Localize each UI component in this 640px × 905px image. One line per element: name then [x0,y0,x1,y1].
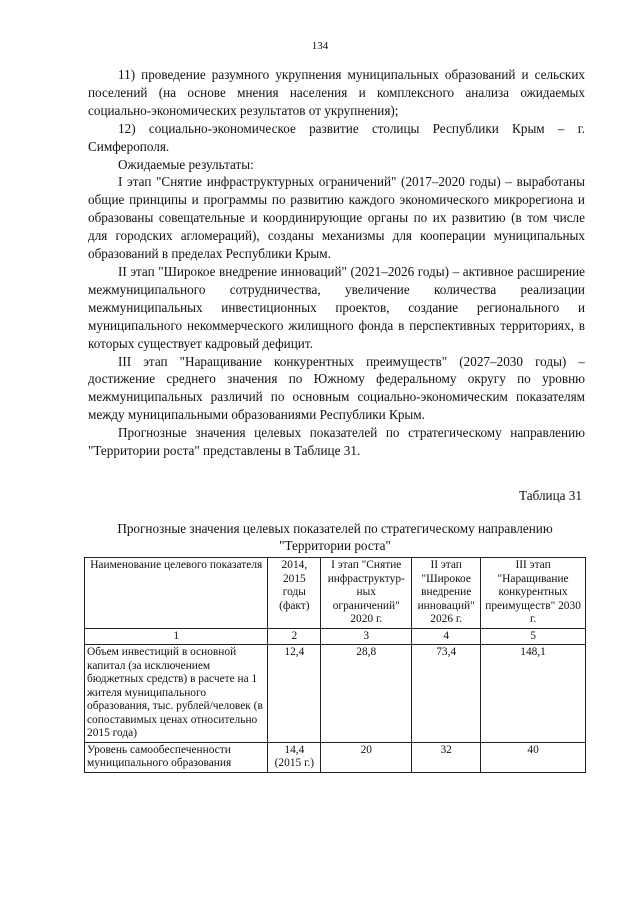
indicators-table [84,557,586,773]
header-stage-2: II этап "Широкое внедрение инноваций" 2026 г. [412,558,481,629]
header-stage-3: III этап "Наращивание конкурентных преимуществ" 2030 г. [481,558,586,629]
paragraph-expected-results: Ожидаемые результаты: [118,156,254,172]
paragraph-forecast: Прогнозные значения целевых показателей по стратегическому направлению "Территории роста" представлены в Таблице 31. [88,425,585,459]
indicator-name: Объем инвестиций в основной капитал (за исключением бюджетных средств) в расчете на 1 жителя муниципального образования, тыс. рублей/человек (в сопоставимых ценах относительно 2015 года) [85,645,268,743]
column-number: 1 [85,628,268,645]
stage-3-value: 148,1 [481,645,586,743]
table-row [85,645,586,743]
column-number: 4 [412,628,481,645]
header-fact: 2014, 2015 годы (факт) [268,558,321,629]
body-text [88,66,585,460]
stage-2-value: 32 [412,742,481,772]
paragraph-item-12: 12) социально-экономическое развитие столицы Республики Крым – г. Симферополя. [88,120,585,154]
fact-value: 12,4 [268,645,321,743]
column-number: 2 [268,628,321,645]
fact-value: 14,4 (2015 г.) [268,742,321,772]
page-number: 134 [311,40,329,52]
paragraph-stage-2: II этап "Широкое внедрение инноваций" (2021–2026 годы) – активное расширение межмуниципального сотрудничества, увеличение количества реализации межмуниципальных инвестиционных проектов, создание регионального и муниципального некоммерческого жилищного фонда в перспективных территориях, в которых существует кадровый дефицит. [88,263,585,351]
table-row [85,742,586,772]
paragraph-stage-1: I этап "Снятие инфраструктурных ограничений" (2017–2020 годы) – выработаны общие принципы и программы по развитию каждого экономического микрорегиона и образованы совещательные и координирующие органы по их развитию (в том числе для городских агломераций), созданы механизмы для кооперации муниципальных образований в пределах Республики Крым. [88,174,585,262]
header-stage-1: I этап "Снятие инфраструктур-ных ограничений" 2020 г. [321,558,412,629]
table-caption: Прогнозные значения целевых показателей по стратегическому направлению "Территории роста" [117,521,553,553]
table-header-row [85,558,586,629]
indicator-name: Уровень самообеспеченности муниципального образования [85,742,268,772]
header-indicator-name: Наименование целевого показателя [85,558,268,629]
column-number: 3 [321,628,412,645]
paragraph-stage-3: III этап "Наращивание конкурентных преимуществ" (2027–2030 годы) – достижение среднего значения по Южному федеральному округу по уровню межмуниципальных различий по основным социально-экономическим показателям между муниципальными образованиями Республики Крым. [88,353,585,423]
table-label: Таблица 31 [519,488,582,503]
stage-1-value: 28,8 [321,645,412,743]
paragraph-item-11: 11) проведение разумного укрупнения муниципальных образований и сельских поселений (на основе мнения населения и комплексного анализа ожидаемых социально-экономических результатов от укрупнения); [88,67,585,118]
stage-2-value: 73,4 [412,645,481,743]
column-number: 5 [481,628,586,645]
stage-3-value: 40 [481,742,586,772]
stage-1-value: 20 [321,742,412,772]
column-number-row [85,628,586,645]
